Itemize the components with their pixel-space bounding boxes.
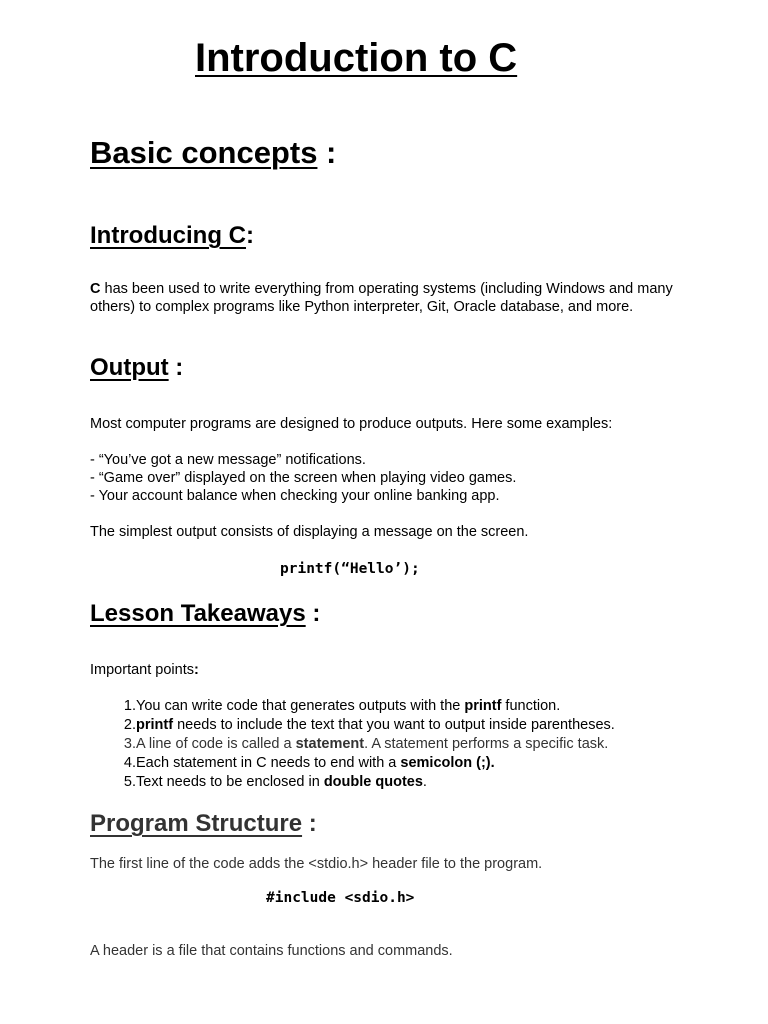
list-item-text-pre: Text needs to be enclosed in (136, 774, 324, 790)
introducing-c-colon: : (245, 222, 254, 249)
header-description: A header is a file that contains functions and commands. (90, 943, 453, 959)
introducing-c-paragraph (90, 280, 680, 316)
list-item-text-bold: printf (464, 698, 502, 714)
document-title: Introduction to C (195, 36, 518, 80)
list-item-text-bold: semicolon (;). (400, 755, 495, 771)
output-bullet-item: - Your account balance when checking your online banking app. (90, 488, 500, 504)
takeaways-numbered-list (112, 697, 615, 792)
section-heading-program-structure (90, 810, 317, 838)
list-item-text-post: . A statement performs a specific task. (364, 736, 609, 752)
list-item (112, 735, 609, 754)
basic-concepts-heading-text: Basic concepts (90, 135, 318, 170)
list-item-text-pre: Each statement in C needs to end with a (136, 755, 401, 771)
list-item-text-bold: double quotes (323, 774, 423, 790)
important-points-label (90, 661, 199, 679)
list-item-text-bold: printf (136, 717, 174, 733)
list-item-text (136, 754, 495, 773)
list-item-text-pre: You can write code that generates outputs with the (136, 698, 465, 714)
section-heading-introducing-c (90, 222, 254, 250)
section-heading-basic-concepts (90, 135, 336, 171)
output-intro: Most computer programs are designed to produce outputs. Here some examples: (90, 416, 613, 432)
list-item-text (136, 697, 560, 716)
list-item (112, 773, 427, 792)
output-bullet-item: - “Game over” displayed on the screen when playing video games. (90, 470, 517, 486)
introducing-c-bold-c: C (90, 281, 101, 297)
program-structure-colon: : (302, 810, 317, 837)
list-item-text-post: needs to include the text that you want to output inside parentheses. (173, 717, 615, 733)
lesson-takeaways-heading-text: Lesson Takeaways (90, 600, 306, 627)
lesson-takeaways-colon: : (305, 600, 321, 627)
important-points-colon: : (193, 662, 199, 678)
list-item-number: 2. (123, 717, 136, 733)
list-item-text (136, 735, 608, 754)
code-snippet-include: #include <sdio.h> (266, 890, 415, 906)
important-points-text: Important points (90, 662, 194, 678)
section-heading-lesson-takeaways (90, 600, 320, 628)
list-item-text (136, 773, 427, 792)
program-structure-heading-text: Program Structure (90, 810, 303, 837)
list-item-text-post: . (422, 774, 427, 790)
introducing-c-paragraph-text: has been used to write everything from operating systems (including Windows and many others) to complex programs like Python interpreter, Git, Oracle database, and more. (90, 281, 673, 315)
list-item-number: 3. (123, 736, 136, 752)
basic-concepts-colon: : (317, 135, 337, 170)
output-heading-text: Output (90, 354, 169, 381)
introducing-c-heading-text: Introducing C (90, 222, 246, 249)
list-item-text-pre: A line of code is called a (136, 736, 296, 752)
list-item (112, 716, 615, 735)
list-item-number: 1. (123, 698, 136, 714)
program-structure-first-line: The first line of the code adds the <stdio.h> header file to the program. (90, 856, 543, 872)
output-colon: : (168, 354, 184, 381)
list-item (112, 754, 495, 773)
code-snippet-printf: printf(“Hello’); (280, 561, 420, 577)
list-item-number: 4. (123, 755, 136, 771)
output-bullet-item: - “You’ve got a new message” notifications. (90, 452, 366, 468)
list-item-text-post: function. (501, 698, 561, 714)
section-heading-output (90, 354, 183, 382)
list-item (112, 697, 561, 716)
output-simplest-text: The simplest output consists of displaying a message on the screen. (90, 524, 529, 540)
list-item-text-bold: statement (295, 736, 365, 752)
list-item-text (136, 716, 615, 735)
list-item-number: 5. (123, 774, 136, 790)
